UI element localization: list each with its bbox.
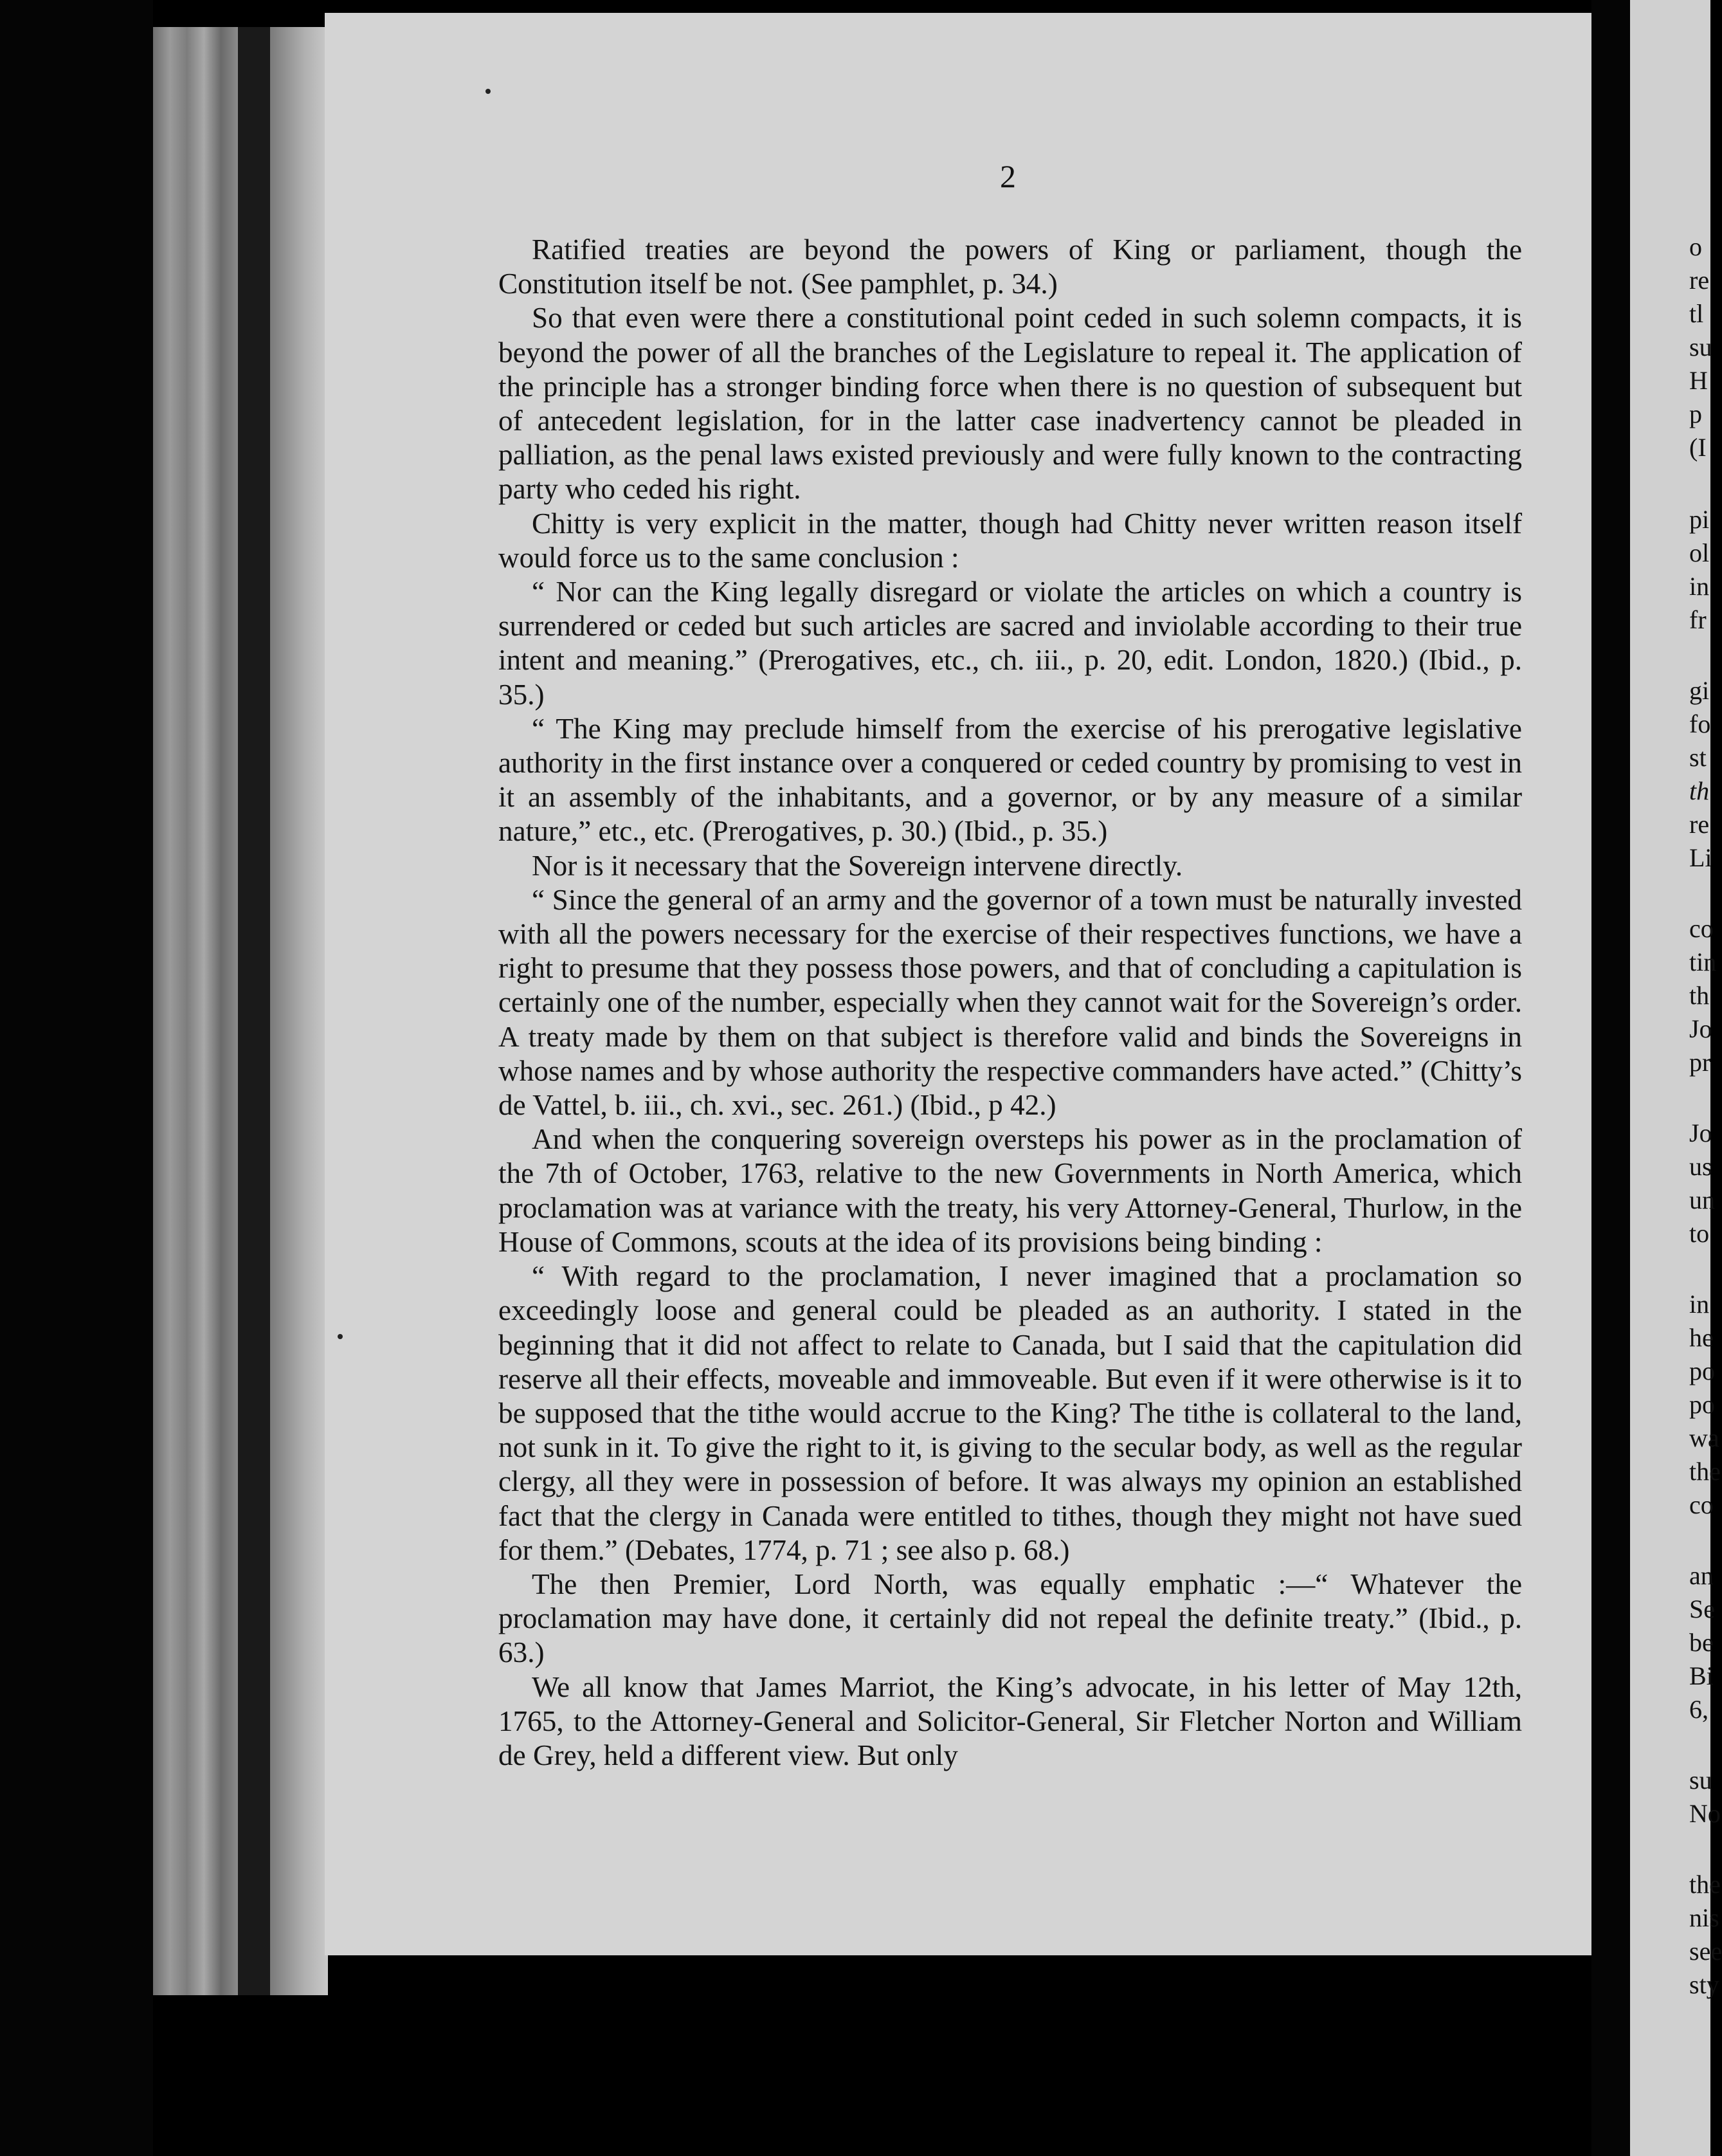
facing-page-fragment: o: [1689, 232, 1702, 261]
facing-page-fragment: po: [1689, 1357, 1715, 1385]
facing-page-fragment: gi: [1689, 676, 1710, 705]
quotation: “ With regard to the proclamation, I never imagined that a proclamation so exceedingly loose and general could be pleaded as an authority. I stated in the beginning that it did not affect to relate to Canada, but I said that the capitulation did reserve all their effects, moveable and immoveable. But even if it were otherwise is it to be supposed that the tithe would accrue to the King? The tithe is collateral to the land, not sunk in it. To give the right to it, is giving to the secular body, as well as the regular clergy, all they were in possession of before. It was always my opinion an established fact that the clergy in Canada were entitled to tithes, though they might not have sued for them.” (Debates, 1774, p. 71 ; see also p. 68.): [498, 1260, 1522, 1566]
speck-mark: [485, 89, 491, 94]
facing-page-fragment: un: [1689, 1185, 1715, 1214]
facing-page-fragment: re: [1689, 266, 1710, 295]
page-edges: [153, 27, 238, 1995]
facing-page-fragment: fo: [1689, 709, 1711, 738]
book-page: [325, 13, 1591, 1955]
facing-page-fragment: re: [1689, 810, 1710, 839]
facing-page-fragment: wa: [1689, 1423, 1719, 1452]
speck-mark: [338, 1334, 343, 1339]
facing-page-fragment: fr: [1689, 605, 1707, 634]
facing-page-fragment: (I: [1689, 433, 1707, 462]
facing-page-fragment: su: [1689, 333, 1712, 361]
facing-page-fragment: the: [1689, 1457, 1721, 1486]
facing-page-gutter: [1591, 0, 1630, 2156]
paragraph: Chitty is very explicit in the matter, though had Chitty never written reason itself would force us to the same conclusion :: [498, 507, 1522, 574]
facing-page-fragment: 6,: [1689, 1695, 1708, 1724]
facing-page-fragment: sty: [1689, 1970, 1719, 1999]
facing-page-fragment: to: [1689, 1219, 1710, 1248]
paragraph: And when the conquering sovereign oversteps his power as in the proclamation of the 7th of October, 1763, relative to the new Governments in North America, which proclamation was at variance with the treaty, his very Attorney-General, Thurlow, in the House of Commons, scouts at the idea of its provisions being binding :: [498, 1123, 1522, 1258]
facing-page-fragment: co: [1689, 1490, 1714, 1519]
facing-page-fragment: No: [1689, 1799, 1721, 1828]
facing-page-fragment: co: [1689, 914, 1714, 943]
facing-page-fragment: th: [1689, 776, 1710, 805]
facing-page-fragment: in: [1689, 572, 1710, 601]
quotation: “ Since the general of an army and the governor of a town must be naturally invested with all the powers necessary for the exercise of their respectives functions, we have a right to presume that they possess those powers, and that of concluding a capitulation is certainly one of the number, especially when they cannot wait for the Sovereign’s order. A treaty made by them on that subject is therefore valid and binds the Sovereigns in whose names and by whose authority the respective commanders have acted.” (Chitty’s de Vattel, b. iii., ch. xvi., sec. 261.) (Ibid., p 42.): [498, 883, 1522, 1122]
facing-page-fragment: tin: [1689, 947, 1717, 976]
facing-page-fragment: see: [1689, 1937, 1722, 1966]
book-spine-shadow: [0, 0, 153, 2156]
facing-page-fragment: pi: [1689, 505, 1710, 534]
facing-page-fragment: Bi: [1689, 1661, 1714, 1690]
facing-page-fragment: ol: [1689, 538, 1710, 567]
page-number: 2: [1000, 158, 1016, 194]
facing-page-fragment: Li: [1689, 843, 1712, 872]
facing-page-fragment: he: [1689, 1323, 1714, 1352]
quotation: “ Nor can the King legally disregard or violate the articles on which a country is surrendered or ceded but such articles are sacred and inviolable according to their true intent and meaning.” (Prerogatives, etc., ch. iii., p. 20, edit. London, 1820.) (Ibid., p. 35.): [498, 576, 1522, 711]
facing-page-fragment: tl: [1689, 299, 1704, 328]
paragraph: Nor is it necessary that the Sovereign intervene directly.: [532, 849, 1183, 882]
paragraph: We all know that James Marriot, the King’s advocate, in his letter of May 12th, 1765, to the Attorney-General and Solicitor-General, Sir Fletcher Norton and William de Grey, held a different view. But only: [498, 1670, 1522, 1771]
facing-page-fragment: us: [1689, 1152, 1712, 1181]
gutter-shadow: [238, 27, 270, 1995]
facing-page-fragment: pr: [1689, 1048, 1711, 1077]
facing-page-fragment: su: [1689, 1766, 1712, 1795]
quotation: “ The King may preclude himself from the exercise of his prerogative legislative authority in the first instance over a conquered or ceded country by promising to vest in it an assembly of the inhabitants, and a governor, or by any measure of a similar nature,” etc., etc. (Prerogatives, p. 30.) (Ibid., p. 35.): [498, 712, 1522, 848]
facing-page-fragment: in: [1689, 1290, 1710, 1319]
facing-page-fragment: be: [1689, 1628, 1714, 1657]
facing-page-fragment: po: [1689, 1390, 1715, 1419]
facing-page-fragment: th: [1689, 981, 1710, 1010]
page-curl-shadow: [270, 27, 328, 1995]
facing-page: [1630, 0, 1722, 2156]
facing-page-fragment: st: [1689, 743, 1707, 772]
facing-page-fragment: Se: [1689, 1594, 1715, 1623]
facing-page-fragment: Jo: [1689, 1014, 1712, 1043]
page-body: [498, 233, 1522, 1773]
paragraph: Ratified treaties are beyond the powers of King or parliament, though the Constitution itself be not. (See pamphlet, p. 34.): [498, 233, 1522, 300]
facing-page-fragment: H: [1689, 366, 1708, 395]
facing-page-fragment: an: [1689, 1561, 1714, 1590]
paragraph: The then Premier, Lord North, was equally emphatic :—“ Whatever the proclamation may have done, it certainly did not repeal the definite treaty.” (Ibid., p. 63.): [498, 1567, 1522, 1669]
facing-page-fragment: p: [1689, 399, 1702, 428]
facing-page-fragment: the: [1689, 1870, 1721, 1899]
paragraph: So that even were there a constitutional point ceded in such solemn compacts, it is beyond the power of all the branches of the Legislature to repeal it. The application of the principle has a stronger binding force when there is no question of subsequent but of antecedent legislation, for in the latter case inadvertency cannot be pleaded in palliation, as the penal laws existed previously and were fully known to the contracting party who ceded his right.: [498, 302, 1522, 506]
facing-page-fragment: Jo: [1689, 1119, 1712, 1147]
facing-page-fragment: nis: [1689, 1903, 1719, 1932]
